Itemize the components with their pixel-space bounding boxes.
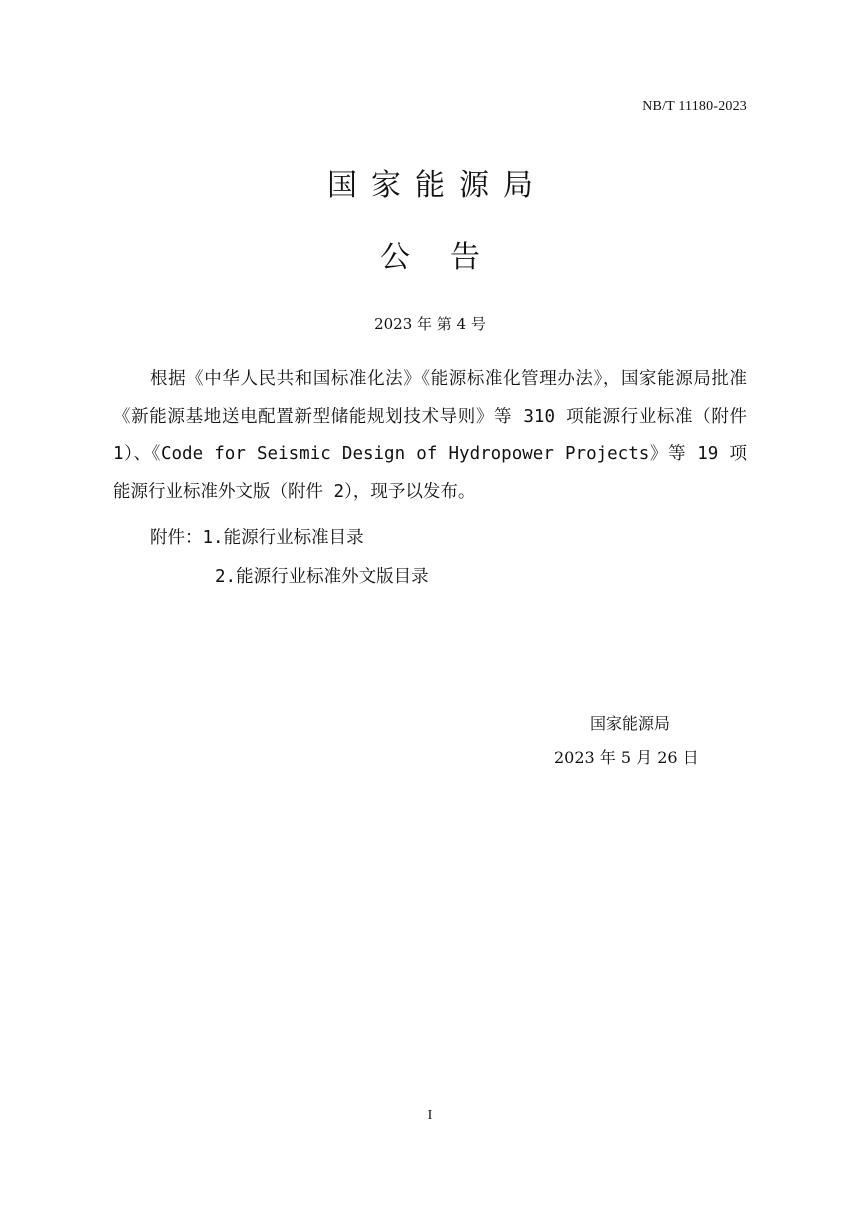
attachment-item: 2.能源行业标准外文版目录 bbox=[215, 567, 429, 587]
issue-number: 2023 年 第 4 号 bbox=[374, 315, 486, 333]
notice-title: 公告 bbox=[380, 240, 520, 275]
announcement-body: 根据《中华人民共和国标准化法》《能源标准化管理办法》，国家能源局批准《新能源基地送电配置新型储能规划技术导则》等 310 项能源行业标准（附件 1）、《Code for Seismic Design of Hydropower Projects》等 19 项能源行业标准外文版（附件 2），现予以发布。 bbox=[113, 369, 747, 502]
issuing-authority-title: 国家能源局 bbox=[327, 168, 547, 203]
signature-date: 2023 年 5 月 26 日 bbox=[554, 748, 699, 767]
standard-code: NB/T 11180-2023 bbox=[642, 99, 747, 114]
signature-organization: 国家能源局 bbox=[590, 714, 671, 733]
attachment-item: 附件：1.能源行业标准目录 bbox=[150, 528, 364, 548]
page-number: I bbox=[427, 1108, 433, 1123]
